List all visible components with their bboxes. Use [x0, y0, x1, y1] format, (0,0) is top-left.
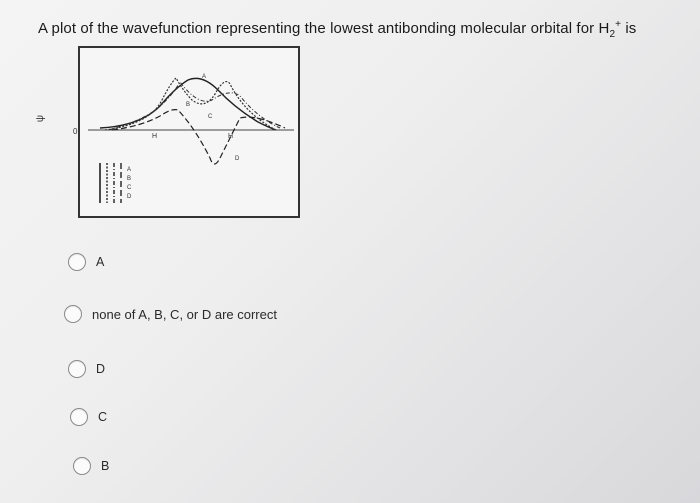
curve-label-a: A: [202, 74, 207, 80]
curve-label-d: D: [235, 156, 240, 162]
answer-option-label: D: [96, 362, 106, 376]
curve-d: [112, 110, 285, 164]
curve-label-c: C: [208, 114, 213, 120]
question-text-end: is: [621, 20, 637, 37]
answer-option-label: A: [96, 255, 105, 269]
answer-option-b[interactable]: [73, 457, 109, 475]
radio-button[interactable]: [68, 360, 86, 378]
answer-option-label: none of A, B, C, or D are correct: [92, 306, 277, 322]
curve-b: [105, 78, 276, 130]
wavefunction-figure: [73, 46, 300, 218]
legend-label-c: C: [127, 185, 132, 191]
wavefunction-plot: [73, 48, 298, 216]
answer-option-label: B: [101, 459, 110, 473]
radio-button[interactable]: [70, 408, 88, 426]
curve-label-b: B: [186, 102, 191, 108]
radio-button[interactable]: [68, 253, 86, 271]
zero-label: 0: [73, 127, 78, 136]
radio-button[interactable]: [64, 305, 82, 323]
psi-axis-label: ψ: [35, 114, 47, 123]
answer-option-label: C: [98, 410, 108, 424]
nucleus-label-right: H: [228, 133, 234, 140]
answer-option-none[interactable]: [64, 305, 277, 323]
legend-label-d: D: [127, 194, 132, 200]
legend: [100, 163, 132, 203]
answer-option-d[interactable]: [68, 360, 105, 378]
question-text: [38, 19, 688, 40]
legend-label-a: A: [127, 167, 132, 173]
answer-option-a[interactable]: [68, 253, 104, 271]
radio-button[interactable]: [73, 457, 91, 475]
question-superscript: +: [615, 19, 622, 30]
nucleus-label-left: H: [152, 133, 158, 140]
question-subscript: 2: [609, 29, 616, 40]
legend-label-b: B: [127, 176, 132, 182]
question-text-main: A plot of the wavefunction representing the lowest antibonding molecular orbital for H: [38, 20, 610, 37]
answer-option-c[interactable]: [70, 408, 107, 426]
